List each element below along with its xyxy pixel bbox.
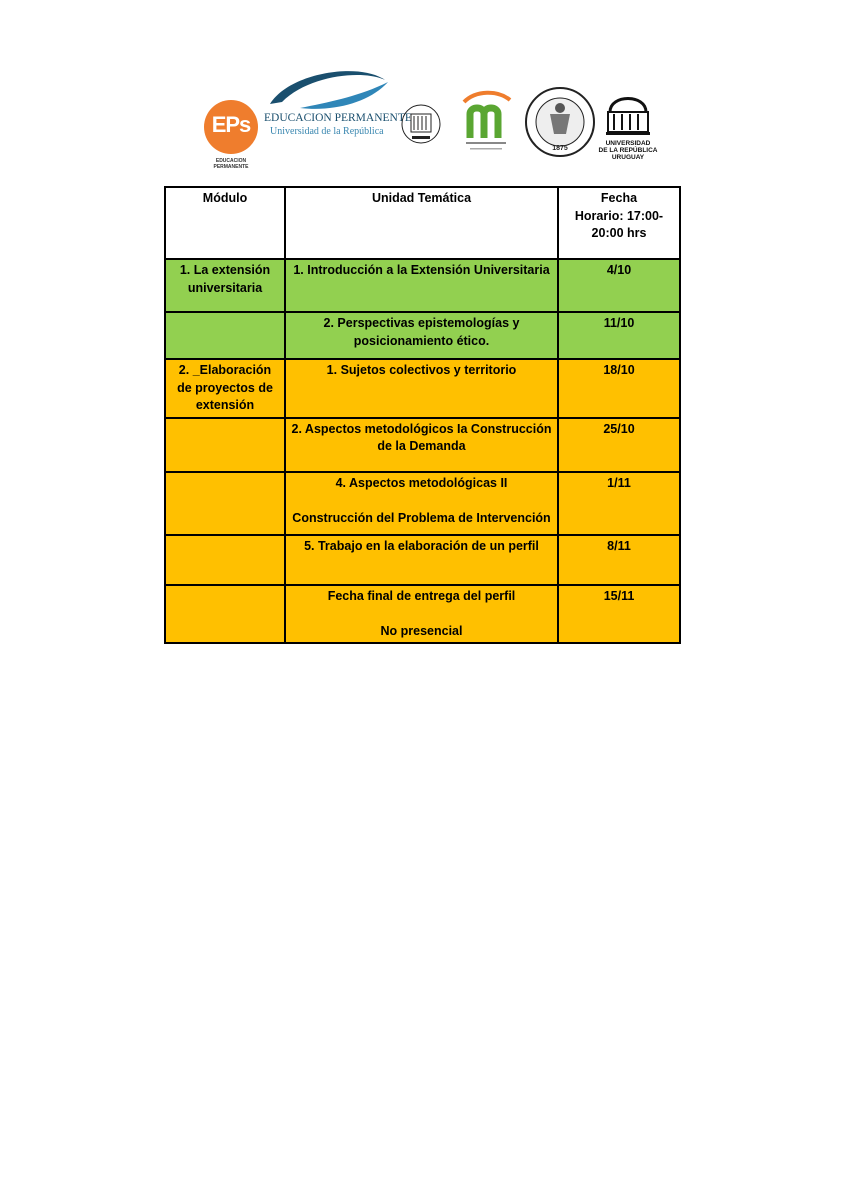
logo-strip bbox=[200, 66, 660, 170]
fecha-cell: 15/11 bbox=[558, 585, 680, 644]
unidad-cell bbox=[285, 585, 558, 644]
header-unidad: Unidad Temática bbox=[285, 187, 558, 259]
header-fecha-line3: 20:00 hrs bbox=[591, 226, 647, 240]
table-row bbox=[165, 418, 680, 472]
modulo-cell bbox=[165, 312, 285, 359]
header-modulo: Módulo bbox=[165, 187, 285, 259]
edp-subtitle: Universidad de la República bbox=[270, 126, 384, 137]
fecha-cell: 25/10 bbox=[558, 418, 680, 472]
table-row bbox=[165, 312, 680, 359]
table-row bbox=[165, 585, 680, 644]
instituto-higiene-seal bbox=[400, 98, 442, 156]
header-fecha-line2: Horario: 17:00- bbox=[574, 208, 664, 223]
header-fecha-line1: Fecha bbox=[600, 191, 638, 205]
unidad-extra: No presencial bbox=[380, 623, 463, 638]
fecha-cell: 1/11 bbox=[558, 472, 680, 535]
modulo-cell bbox=[165, 259, 285, 312]
modulo-cell: 2. _Elaboración de proyectos de extensión bbox=[165, 359, 285, 418]
facultad-medicina-seal bbox=[524, 86, 596, 158]
unidad-cell: 5. Trabajo en la elaboración de un perfil bbox=[285, 535, 558, 585]
m-letter-icon bbox=[456, 88, 516, 158]
unidad-extra: Construcción del Problema de Intervención bbox=[292, 510, 551, 525]
edp-title: EDUCACION PERMANENTE bbox=[264, 112, 412, 124]
udelar-line-2: DE LA REPÚBLICA bbox=[598, 147, 658, 154]
unidad-cell: 1. Sujetos colectivos y territorio bbox=[285, 359, 558, 418]
fecha-cell: 18/10 bbox=[558, 359, 680, 418]
unidad-cell bbox=[285, 472, 558, 535]
building-seal-icon bbox=[400, 98, 442, 156]
fmed-year: 1875 bbox=[552, 145, 568, 152]
medicine-seal-icon bbox=[524, 86, 596, 158]
spacer bbox=[290, 605, 553, 623]
table-row bbox=[165, 535, 680, 585]
table-header-row bbox=[165, 187, 680, 259]
fecha-cell: 11/10 bbox=[558, 312, 680, 359]
udelar-caption bbox=[594, 140, 662, 161]
educacion-permanente-logo bbox=[260, 68, 412, 164]
swoosh-icon bbox=[260, 68, 390, 114]
schedule-table bbox=[164, 186, 681, 644]
fecha-cell: 8/11 bbox=[558, 535, 680, 585]
unidad-label: Fecha final de entrega del perfil bbox=[327, 588, 516, 603]
udelar-logo bbox=[600, 90, 656, 162]
modulo-label: 1. La extensión universitaria bbox=[179, 263, 271, 295]
university-building-icon bbox=[600, 90, 656, 138]
udelar-line-1: UNIVERSIDAD bbox=[605, 140, 651, 147]
m-logo bbox=[456, 88, 516, 158]
unidad-cell: 2. Aspectos metodológicos Ia Construcción de la Demanda bbox=[285, 418, 558, 472]
eps-logo-letters: EPs bbox=[211, 112, 251, 137]
table-row bbox=[165, 359, 680, 418]
unidad-cell: 2. Perspectivas epistemologías y posicionamiento ético. bbox=[285, 312, 558, 359]
modulo-cell bbox=[165, 472, 285, 535]
eps-logo-caption: EDUCACION PERMANENTE bbox=[213, 158, 249, 170]
modulo-cell bbox=[165, 418, 285, 472]
modulo-cell bbox=[165, 585, 285, 644]
spacer bbox=[290, 492, 553, 510]
table-row bbox=[165, 472, 680, 535]
header-fecha bbox=[558, 187, 680, 259]
table-row bbox=[165, 259, 680, 312]
fecha-cell: 4/10 bbox=[558, 259, 680, 312]
unidad-cell: 1. Introducción a la Extensión Universitaria bbox=[285, 259, 558, 312]
udelar-line-3: URUGUAY bbox=[611, 154, 645, 161]
eps-logo bbox=[204, 100, 258, 170]
unidad-label: 4. Aspectos metodológicas II bbox=[335, 475, 508, 490]
modulo-cell bbox=[165, 535, 285, 585]
